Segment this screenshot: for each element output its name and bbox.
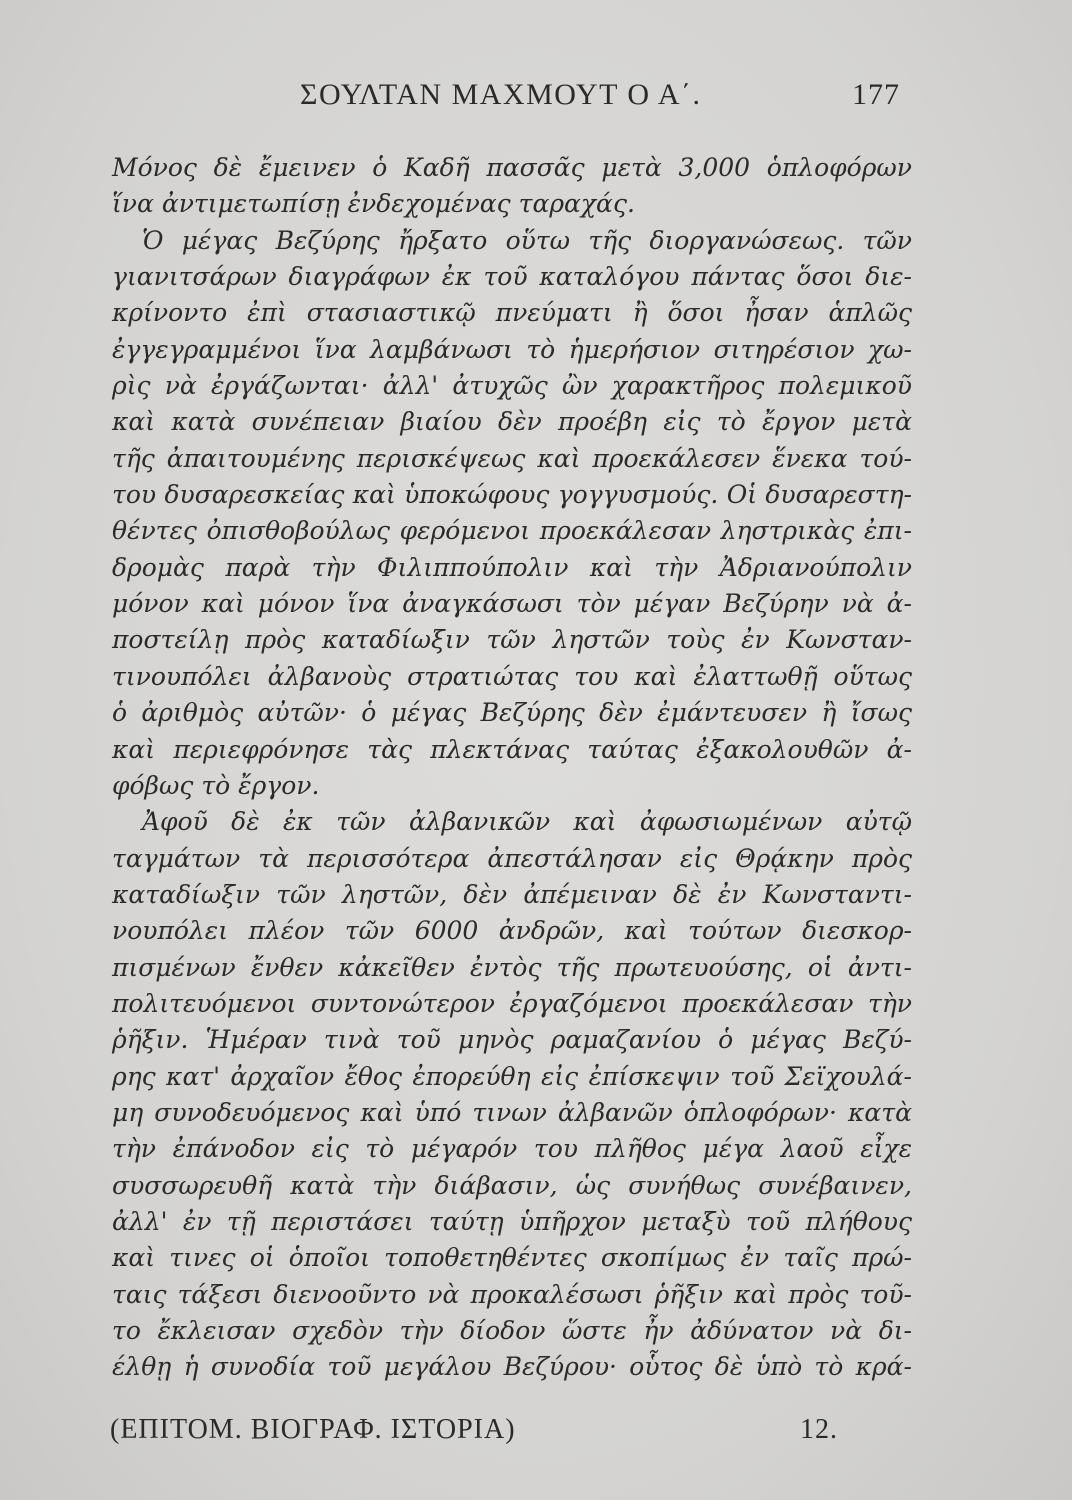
text-line: ἵνα ἀντιμετωπίσῃ ἐνδεχομένας ταραχάς. xyxy=(112,189,635,219)
text-line: φόβως τὸ ἔργον. xyxy=(112,770,320,800)
text-line: ὁ ἀριθμὸς αὐτῶν· ὁ μέγας Βεζύρης δὲν ἐμάντευσεν ἢ ἴσως xyxy=(112,698,912,728)
text-line: συσσωρευθῆ κατὰ τὴν διάβασιν, ὡς συνήθως συνέβαινεν, xyxy=(112,1170,912,1200)
text-line: τῆς ἀπαιτουμένης περισκέψεως καὶ προεκάλεσεν ἕνεκα τού- xyxy=(112,443,912,473)
text-line: ἀλλ' ἐν τῇ περιστάσει ταύτῃ ὑπῆρχον μεταξὺ τοῦ πλήθους xyxy=(112,1206,912,1236)
page-number: 177 xyxy=(852,78,900,111)
page-footer xyxy=(0,1414,1072,1454)
text-line: ῥῆξιν. Ἡμέραν τινὰ τοῦ μηνὸς ραμαζανίου ὁ μέγας Βεζύ- xyxy=(112,1025,912,1055)
text-line: ἐγγεγραμμένοι ἵνα λαμβάνωσι τὸ ἡμερήσιον σιτηρέσιον χω- xyxy=(112,334,912,364)
text-line: ρὶς νὰ ἐργάζωνται· ἀλλ' ἀτυχῶς ὢν χαρακτῆρος πολεμικοῦ xyxy=(112,371,912,401)
text-line: καὶ κατὰ συνέπειαν βιαίου δὲν προέβη εἰς τὸ ἔργον μετὰ xyxy=(112,407,912,437)
text-line: ρης κατ' ἀρχαῖον ἔθος ἐπορεύθη εἰς ἐπίσκεψιν τοῦ Σεϊχουλά- xyxy=(112,1061,912,1091)
text-line: του δυσαρεσκείας καὶ ὑποκώφους γογγυσμούς. Οἱ δυσαρεστη- xyxy=(112,480,912,510)
text-line: Ἀφοῦ δὲ ἐκ τῶν ἀλβανικῶν καὶ ἀφωσιωμένων αὐτῷ xyxy=(142,807,912,837)
text-line: Μόνος δὲ ἔμεινεν ὁ Καδῆ πασσᾶς μετὰ 3,000 ὁπλοφόρων xyxy=(112,153,912,182)
body-text xyxy=(112,150,912,1386)
signature-mark: 12. xyxy=(800,1414,838,1445)
text-line: μόνον καὶ μόνον ἵνα ἀναγκάσωσι τὸν μέγαν Βεζύρην νὰ ἀ- xyxy=(112,589,912,619)
text-line: καὶ περιεφρόνησε τὰς πλεκτάνας ταύτας ἐξακολουθῶν ἀ- xyxy=(112,734,912,764)
running-title: ΣΟΥΛΤΑΝ ΜΑΧΜΟΥΤ Ο Α΄. xyxy=(300,78,702,111)
text-line: δρομὰς παρὰ τὴν Φιλιππούπολιν καὶ τὴν Ἀδριανούπολιν xyxy=(112,552,912,582)
text-line: ποστείλῃ πρὸς καταδίωξιν τῶν ληστῶν τοὺς ἐν Κωνσταν- xyxy=(112,625,912,655)
text-line: ταις τάξεσι διενοοῦντο νὰ προκαλέσωσι ῥῆξιν καὶ πρὸς τοῦ- xyxy=(112,1279,912,1309)
text-line: πολιτευόμενοι συντονώτερον ἐργαζόμενοι προεκάλεσαν τὴν xyxy=(112,988,912,1018)
text-line: θέντες ὀπισθοβούλως φερόμενοι προεκάλεσαν ληστρικὰς ἐπι- xyxy=(112,516,912,546)
text-line: τὴν ἐπάνοδον εἰς τὸ μέγαρόν του πλῆθος μέγα λαοῦ εἶχε xyxy=(112,1134,912,1164)
footer-title: (ΕΠΙΤΟΜ. ΒΙΟΓΡΑΦ. ΙΣΤΟΡΙΑ) xyxy=(110,1414,516,1445)
text-line: πισμένων ἔνθεν κἀκεῖθεν ἐντὸς τῆς πρωτευούσης, οἱ ἀντι- xyxy=(112,952,912,982)
text-line: καὶ τινες οἱ ὁποῖοι τοποθετηθέντες σκοπίμως ἐν ταῖς πρώ- xyxy=(112,1243,912,1273)
text-line: μη συνοδευόμενος καὶ ὑπό τινων ἀλβανῶν ὁπλοφόρων· κατὰ xyxy=(112,1097,912,1127)
text-line: κρίνοντο ἐπὶ στασιαστικῷ πνεύματι ἢ ὅσοι ἦσαν ἁπλῶς xyxy=(112,298,912,328)
text-line: νουπόλει πλέον τῶν 6000 ἀνδρῶν, καὶ τούτων διεσκορ- xyxy=(112,916,912,946)
text-line: τινουπόλει ἀλβανοὺς στρατιώτας του καὶ ἐλαττωθῇ οὕτως xyxy=(112,661,912,691)
running-head xyxy=(0,78,1072,118)
text-line: καταδίωξιν τῶν ληστῶν, δὲν ἀπέμειναν δὲ ἐν Κωνσταντι- xyxy=(112,879,912,909)
text-line: Ὁ μέγας Βεζύρης ἤρξατο οὕτω τῆς διοργανώσεως. τῶν xyxy=(142,225,912,255)
text-line: το ἔκλεισαν σχεδὸν τὴν δίοδον ὥστε ἦν ἀδύνατον νὰ δι- xyxy=(112,1316,912,1345)
text-line: ταγμάτων τὰ περισσότερα ἀπεστάλησαν εἰς Θρᾴκην πρὸς xyxy=(112,843,912,873)
text-line: έλθῃ ἡ συνοδία τοῦ μεγάλου Βεζύρου· οὗτος δὲ ὑπὸ τὸ κρά- xyxy=(112,1352,912,1382)
text-line: γιανιτσάρων διαγράφων ἐκ τοῦ καταλόγου πάντας ὅσοι διε- xyxy=(112,262,912,292)
